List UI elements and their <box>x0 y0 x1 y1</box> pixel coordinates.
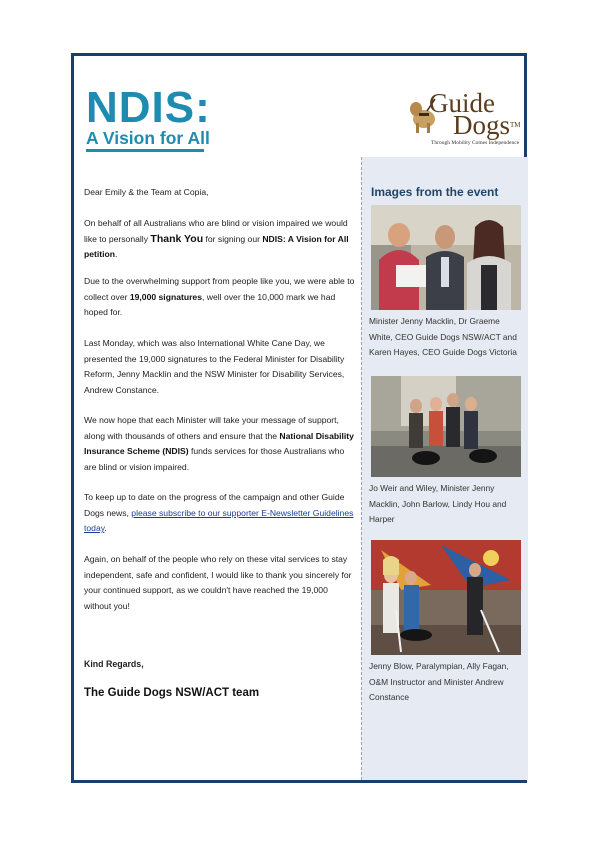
thanks-text-3: . <box>115 249 118 260</box>
letter-paragraph-thanks <box>84 216 356 263</box>
event-photo-3-image <box>371 540 521 655</box>
newsletter-frame <box>71 53 527 783</box>
signatures-text-2: , well over the 10,000 mark we had hoped for. <box>84 291 336 318</box>
letter-salutation: Dear Emily & the Team at Copia, <box>84 187 209 197</box>
thank-you-emphasis: Thank You <box>150 232 204 245</box>
event-photo-2 <box>371 376 521 477</box>
letter-paragraph-signatures <box>84 274 356 321</box>
subscribe-newsletter-link[interactable]: please subscribe to our supporter E-Newsletter Guidelines today <box>84 507 354 534</box>
hope-text-2: funds services for those Australians who are blind or vision impaired. <box>84 446 345 472</box>
letter-paragraph-presentation: Last Monday, which was also International White Cane Day, we presented the 19,000 signatures to the Federal Minister for Disability Reform, Jenny Macklin and the NSW Minister for Disability Services, Andrew Constance. <box>84 338 345 395</box>
ndis-logo-title: NDIS: <box>86 83 211 132</box>
guide-dogs-logo-dogs-text: Dogs <box>453 110 511 140</box>
subscribe-text-1: To keep up to date on the progress of the campaign and other Guide Dogs news, <box>84 492 345 518</box>
event-photo-2-image <box>371 376 521 477</box>
letter-signature: The Guide Dogs NSW/ACT team <box>84 687 260 699</box>
event-photo-1 <box>371 205 521 310</box>
event-photo-1-caption: Minister Jenny Macklin, Dr Graeme White, CEO Guide Dogs NSW/ACT and Karen Hayes, CEO Guide Dogs Victoria <box>369 316 517 357</box>
hope-text-1: We now hope that each Minister will take your message of support, along with thousands of others and ensure that the <box>84 415 339 441</box>
ndis-logo-underline <box>86 149 204 152</box>
guide-dogs-logo-word-guide: Guide <box>429 88 495 118</box>
event-photo-3 <box>371 540 521 655</box>
subscribe-text-2: . <box>104 523 107 534</box>
event-photo-3-caption: Jenny Blow, Paralympian, Ally Fagan, O&M Instructor and Minister Andrew Constance <box>369 661 509 702</box>
letter-paragraph-subscribe <box>84 490 356 537</box>
trademark-mark: TM <box>510 121 521 129</box>
signatures-text-1: Due to the overwhelming support from people like you, we were able to collect over <box>84 276 355 302</box>
petition-name: NDIS: A Vision for All petition <box>84 233 349 260</box>
letter-paragraph-closing-thanks: Again, on behalf of the people who rely on these vital services to stay independent, safe and confident, I would like to thank you sincerely for your continued support, as we couldn't have reached the 19,000 without you! <box>84 554 352 611</box>
sidebar-heading: Images from the event <box>371 185 499 199</box>
thanks-text-2: for signing our <box>203 233 263 244</box>
guide-dogs-logo <box>407 89 525 149</box>
signature-count: 19,000 signatures <box>129 291 202 302</box>
ndis-logo-subtitle: A Vision for All <box>86 128 210 148</box>
letter-paragraph-hope <box>84 413 356 475</box>
event-photo-2-caption: Jo Weir and Wiley, Minister Jenny Macklin, John Barlow, Lindy Hou and Harper <box>369 483 507 524</box>
ndis-logo <box>86 83 211 152</box>
ndis-full-name: National Disability Insurance Scheme (NDIS) <box>84 430 354 457</box>
guide-dogs-tagline: Through Mobility Comes Independence <box>431 140 520 146</box>
event-images-sidebar <box>361 157 528 780</box>
letter-closing: Kind Regards, <box>84 659 144 669</box>
guide-dogs-logo-word-dogs <box>453 111 521 139</box>
thanks-text-1: On behalf of all Australians who are blind or vision impaired we would like to personally <box>84 218 348 244</box>
event-photo-1-image <box>371 205 521 310</box>
